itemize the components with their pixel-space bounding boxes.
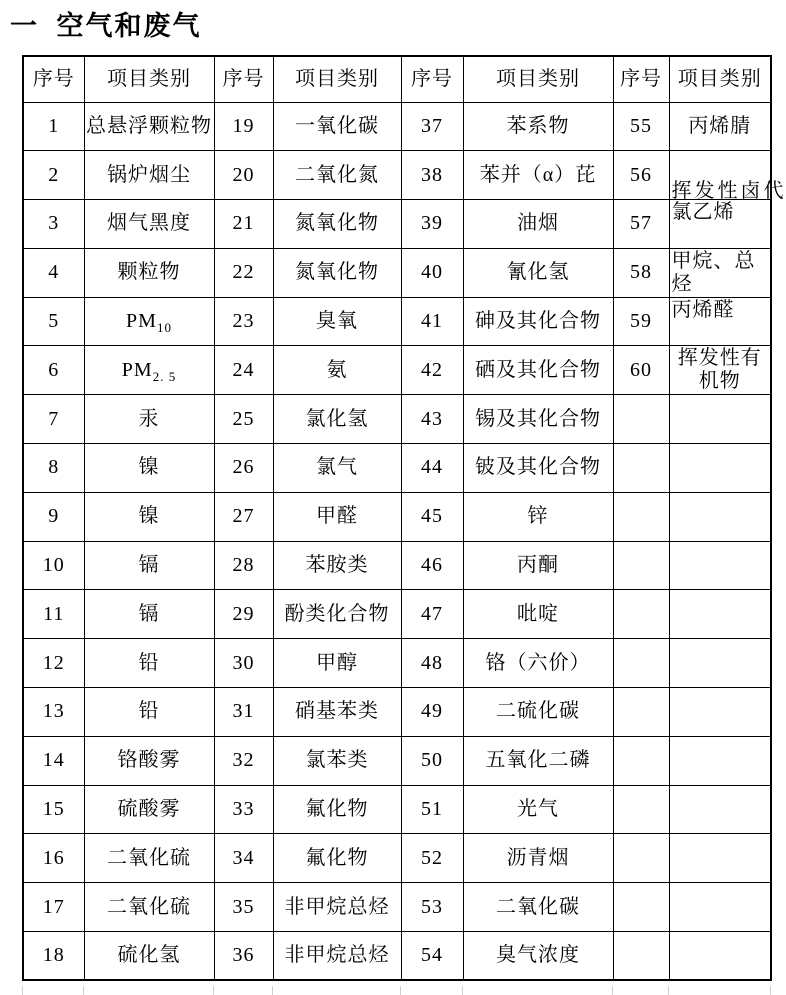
category-text: 烟气黑度 [107,212,191,235]
category-cell [273,346,401,395]
row-number-cell: 23 [214,297,273,346]
row-number-cell: 1 [23,102,84,151]
row-number-cell: 12 [23,639,84,688]
row-number-cell: 60 [613,346,669,395]
category-text: 苯胺类 [305,554,369,577]
row-number-cell: 14 [23,736,84,785]
row-number-cell [613,883,669,932]
category-cell [669,785,771,834]
row-number-cell: 50 [401,736,463,785]
category-cell [463,688,613,737]
table-row [23,102,771,151]
row-number-cell: 57 [613,200,669,249]
category-cell [273,248,401,297]
category-cell [273,200,401,249]
next-page-gridline-stubs [0,986,786,995]
category-cell [463,395,613,444]
category-cell [84,639,214,688]
category-text: 硝基苯类 [295,700,379,723]
category-text: 硒及其化合物 [475,358,601,381]
category-text: 颗粒物 [117,261,181,284]
category-text: 苯系物 [506,114,570,137]
category-cell [669,492,771,541]
category-cell [273,834,401,883]
row-number-cell [613,541,669,590]
row-number-cell: 41 [401,297,463,346]
air-waste-gas-table [22,55,786,981]
row-number-cell: 34 [214,834,273,883]
category-text: $PM_{2. 5}$ [121,358,177,384]
category-text: 五氧化二磷 [485,749,591,772]
category-cell [669,444,771,493]
table-row [23,395,771,444]
category-cell [463,785,613,834]
category-text: 非甲烷总烃 [284,895,390,918]
row-number-cell: 36 [214,932,273,981]
category-cell [273,639,401,688]
category-text: 镉 [138,554,160,577]
row-number-cell: 51 [401,785,463,834]
row-number-cell: 37 [401,102,463,151]
row-number-cell [613,444,669,493]
category-cell [273,102,401,151]
row-number-cell: 9 [23,492,84,541]
category-text: 二氧化氮 [295,163,379,186]
row-number-cell: 16 [23,834,84,883]
header-cell-category: 项目类别 [463,56,613,102]
category-cell [84,395,214,444]
category-text: 镍 [138,505,160,528]
category-text: 油烟 [517,212,559,235]
row-number-cell: 30 [214,639,273,688]
row-number-cell: 42 [401,346,463,395]
category-cell [463,444,613,493]
row-number-cell: 28 [214,541,273,590]
header-row [23,56,771,102]
row-number-cell: 22 [214,248,273,297]
category-text: 非甲烷总烃 [284,944,390,967]
row-number-cell: 39 [401,200,463,249]
category-cell [463,590,613,639]
category-cell [273,151,401,200]
category-cell [463,492,613,541]
row-number-cell: 58 [613,248,669,297]
table-row [23,688,771,737]
row-number-cell [613,688,669,737]
category-text: 氰化氢 [506,261,570,284]
category-cell [463,932,613,981]
category-cell [669,541,771,590]
category-text: 镍 [138,456,160,479]
category-cell [669,932,771,981]
row-number-cell: 56 [613,151,669,200]
category-text: 丙烯醛 [671,298,735,321]
category-text: 二氧化硫 [107,895,191,918]
category-cell [84,590,214,639]
category-text: 挥发性有机物 [677,347,762,393]
category-text: 氮氧化物 [295,212,379,235]
table-row [23,200,771,249]
category-cell [669,346,771,395]
gridline-stub [22,986,23,995]
category-text: $PM_{10}$ [126,310,172,336]
row-number-cell: 33 [214,785,273,834]
gridline-stub [612,986,613,995]
row-number-cell: 2 [23,151,84,200]
category-text: 氯化氢 [305,407,369,430]
category-text: 吡啶 [517,602,559,625]
category-text: 氨 [326,358,348,381]
category-cell [463,639,613,688]
category-text: 氯乙烯 [671,201,735,224]
gridline-stub [400,986,401,995]
page-title: 一 空气和废气 [10,11,202,41]
category-text: 氟化物 [305,846,369,869]
category-text: 铬（六价） [485,651,591,674]
table-body [23,102,786,980]
table-row [23,736,771,785]
row-number-cell [613,736,669,785]
category-cell [669,639,771,688]
category-text: 臭氧 [316,310,358,333]
category-cell [84,834,214,883]
table-row [23,297,771,346]
category-cell [669,688,771,737]
category-cell [84,541,214,590]
category-cell [84,785,214,834]
row-number-cell: 31 [214,688,273,737]
category-cell [463,151,613,200]
row-number-cell: 26 [214,444,273,493]
category-text: 苯并（α）芘 [479,163,597,186]
category-text: 氮氧化物 [295,261,379,284]
row-number-cell: 20 [214,151,273,200]
row-number-cell: 43 [401,395,463,444]
category-text: 甲烷、总烃 [671,249,756,295]
category-text: 镉 [138,602,160,625]
category-cell [84,883,214,932]
table-row [23,248,771,297]
row-number-cell [613,932,669,981]
category-cell [463,541,613,590]
table-row [23,492,771,541]
category-cell [463,102,613,151]
category-cell [273,297,401,346]
row-number-cell: 44 [401,444,463,493]
table-row [23,883,771,932]
gridline-stub [213,986,214,995]
category-text: 臭气浓度 [496,944,580,967]
row-number-cell: 6 [23,346,84,395]
header-cell-no: 序号 [401,56,463,102]
category-cell [669,834,771,883]
category-cell [669,151,786,203]
category-cell [84,736,214,785]
table-row [23,541,771,590]
category-text: 氯苯类 [305,749,369,772]
row-number-cell: 10 [23,541,84,590]
row-number-cell: 13 [23,688,84,737]
row-number-cell: 47 [401,590,463,639]
table-row [23,932,771,981]
category-cell [669,883,771,932]
header-cell-no: 序号 [613,56,669,102]
table-row [23,834,771,883]
header-cell-no: 序号 [214,56,273,102]
category-text: 甲醇 [316,651,358,674]
table-row [23,151,771,200]
category-cell [273,541,401,590]
row-number-cell: 46 [401,541,463,590]
category-cell [273,932,401,981]
gridline-stub [770,986,771,995]
category-text: 硫酸雾 [117,798,181,821]
gridline-stub [462,986,463,995]
category-cell [84,492,214,541]
category-cell [84,297,214,346]
category-cell [84,688,214,737]
category-cell [669,297,771,346]
category-cell [273,688,401,737]
row-number-cell: 15 [23,785,84,834]
gridline-stub [83,986,84,995]
category-cell [84,102,214,151]
row-number-cell: 54 [401,932,463,981]
category-text: 酚类化合物 [284,602,390,625]
category-text: 汞 [138,407,160,430]
header-cell-category: 项目类别 [669,56,771,102]
row-number-cell: 53 [401,883,463,932]
category-text: 二氧化碳 [496,895,580,918]
category-cell [463,248,613,297]
category-text: 铍及其化合物 [475,456,601,479]
row-number-cell: 35 [214,883,273,932]
category-cell [463,736,613,785]
table-row [23,346,771,395]
category-text: 一氧化碳 [295,114,379,137]
category-text: 铅 [138,651,160,674]
row-number-cell: 40 [401,248,463,297]
category-text: 挥发性卤代 [671,180,786,203]
row-number-cell: 55 [613,102,669,151]
row-number-cell [613,590,669,639]
table-header [23,56,771,102]
row-number-cell: 3 [23,200,84,249]
category-cell [669,736,771,785]
category-cell [84,346,214,395]
category-text: 光气 [517,798,559,821]
category-cell [669,590,771,639]
gridline-stub [272,986,273,995]
row-number-cell: 11 [23,590,84,639]
row-number-cell: 17 [23,883,84,932]
row-number-cell: 24 [214,346,273,395]
category-cell [463,883,613,932]
category-cell [84,444,214,493]
category-text: 氟化物 [305,798,369,821]
category-text: 甲醛 [316,505,358,528]
category-text: 氯气 [316,456,358,479]
category-text: 锡及其化合物 [475,407,601,430]
category-text: 二硫化碳 [496,700,580,723]
row-number-cell [613,834,669,883]
category-text: 砷及其化合物 [475,310,601,333]
category-cell [273,590,401,639]
table-row [23,639,771,688]
category-cell [273,736,401,785]
row-number-cell: 8 [23,444,84,493]
gridline-stub [668,986,669,995]
category-cell [84,151,214,200]
category-cell [273,883,401,932]
row-number-cell: 45 [401,492,463,541]
row-number-cell: 48 [401,639,463,688]
row-number-cell: 7 [23,395,84,444]
category-text: 铅 [138,700,160,723]
row-number-cell [613,492,669,541]
category-text: 丙烯腈 [688,114,752,137]
row-number-cell [613,785,669,834]
row-number-cell: 38 [401,151,463,200]
row-number-cell: 18 [23,932,84,981]
category-text: 沥青烟 [506,846,570,869]
category-cell [84,200,214,249]
row-number-cell: 29 [214,590,273,639]
category-cell [463,346,613,395]
row-number-cell: 25 [214,395,273,444]
category-text: 铬酸雾 [117,749,181,772]
category-cell [84,932,214,981]
category-cell [669,248,771,297]
row-number-cell: 19 [214,102,273,151]
row-number-cell: 59 [613,297,669,346]
row-number-cell: 27 [214,492,273,541]
category-cell [84,248,214,297]
row-number-cell: 4 [23,248,84,297]
row-number-cell [613,639,669,688]
category-cell [463,834,613,883]
category-cell [273,492,401,541]
category-cell [273,395,401,444]
category-cell [273,444,401,493]
category-text: 二氧化硫 [107,846,191,869]
category-cell [669,200,771,249]
category-cell [273,785,401,834]
table-row [23,590,771,639]
category-text: 锌 [527,505,549,528]
category-cell [669,395,771,444]
category-cell [463,297,613,346]
table-row [23,785,771,834]
row-number-cell: 32 [214,736,273,785]
row-number-cell: 21 [214,200,273,249]
row-number-cell: 5 [23,297,84,346]
table-row [23,444,771,493]
category-text: 锅炉烟尘 [107,163,191,186]
row-number-cell: 49 [401,688,463,737]
header-cell-no: 序号 [23,56,84,102]
header-cell-category: 项目类别 [84,56,214,102]
row-number-cell: 52 [401,834,463,883]
header-cell-category: 项目类别 [273,56,401,102]
category-text: 硫化氢 [117,944,181,967]
category-text: 丙酮 [517,554,559,577]
category-text: 总悬浮颗粒物 [86,114,212,137]
row-number-cell [613,395,669,444]
category-cell [463,200,613,249]
category-cell [669,102,771,151]
